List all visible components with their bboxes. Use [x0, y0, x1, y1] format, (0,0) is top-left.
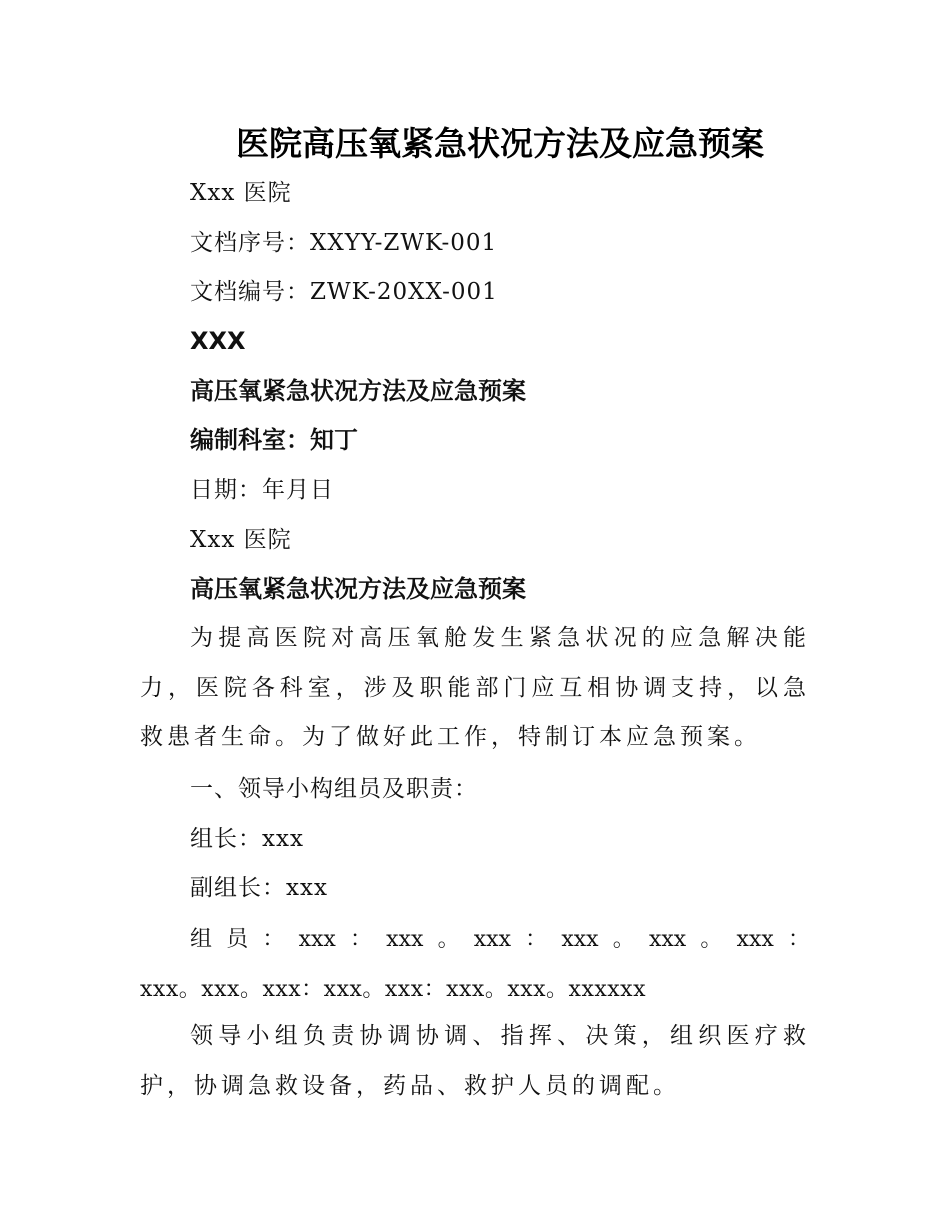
members-token: ：	[349, 927, 372, 952]
hospital-name: Xxx 医院	[190, 180, 292, 206]
hospital-name-2: Xxx 医院	[190, 527, 292, 553]
members-token: 员	[226, 927, 249, 952]
document-sequence: 文档序号：XXYY-ZWK-001	[190, 230, 498, 256]
members-token: xxx	[473, 927, 511, 952]
members-row-2: xxx。xxx。xxx：xxx。xxx：xxx。xxx。xxxxxx	[140, 976, 646, 1002]
members-token: ：	[787, 927, 810, 952]
members-token: xxx	[736, 927, 774, 952]
date-line: 日期：年月日	[190, 477, 334, 503]
deputy-leader-line: 副组长：xxx	[190, 875, 328, 901]
members-token: 。	[700, 927, 723, 952]
members-token: xxx	[298, 927, 336, 952]
members-token: 。	[612, 927, 635, 952]
subtitle-2: 高压氧紧急状况方法及应急预案	[190, 575, 526, 603]
section-heading: 一、领导小构组员及职责：	[190, 776, 478, 802]
members-token: ：	[525, 927, 548, 952]
members-block	[140, 915, 810, 1014]
members-token: 组	[190, 927, 213, 952]
department-line: 编制科室：知丁	[190, 426, 358, 454]
members-token: 。	[437, 927, 460, 952]
members-token: xxx	[648, 927, 687, 952]
document-number: 文档编号：ZWK-20XX-001	[190, 279, 498, 305]
duties-paragraph: 领导小组负责协调协调、指挥、决策，组织医疗救护，协调急救设备，药品、救护人员的调配。	[140, 1023, 810, 1099]
placeholder-xxx: XXX	[190, 327, 246, 355]
members-token: xxx	[561, 927, 599, 952]
leader-line: 组长：xxx	[190, 826, 304, 852]
members-token: xxx	[386, 927, 424, 952]
members-token: ：	[262, 927, 285, 952]
subtitle: 高压氧紧急状况方法及应急预案	[190, 377, 526, 405]
members-row-1	[140, 915, 810, 965]
intro-paragraph: 为提高医院对高压氧舱发生紧急状况的应急解决能力，医院各科室，涉及职能部门应互相协调支持，以急救患者生命。为了做好此工作，特制订本应急预案。	[140, 625, 810, 750]
document-title: 医院高压氧紧急状况方法及应急预案	[236, 124, 764, 163]
